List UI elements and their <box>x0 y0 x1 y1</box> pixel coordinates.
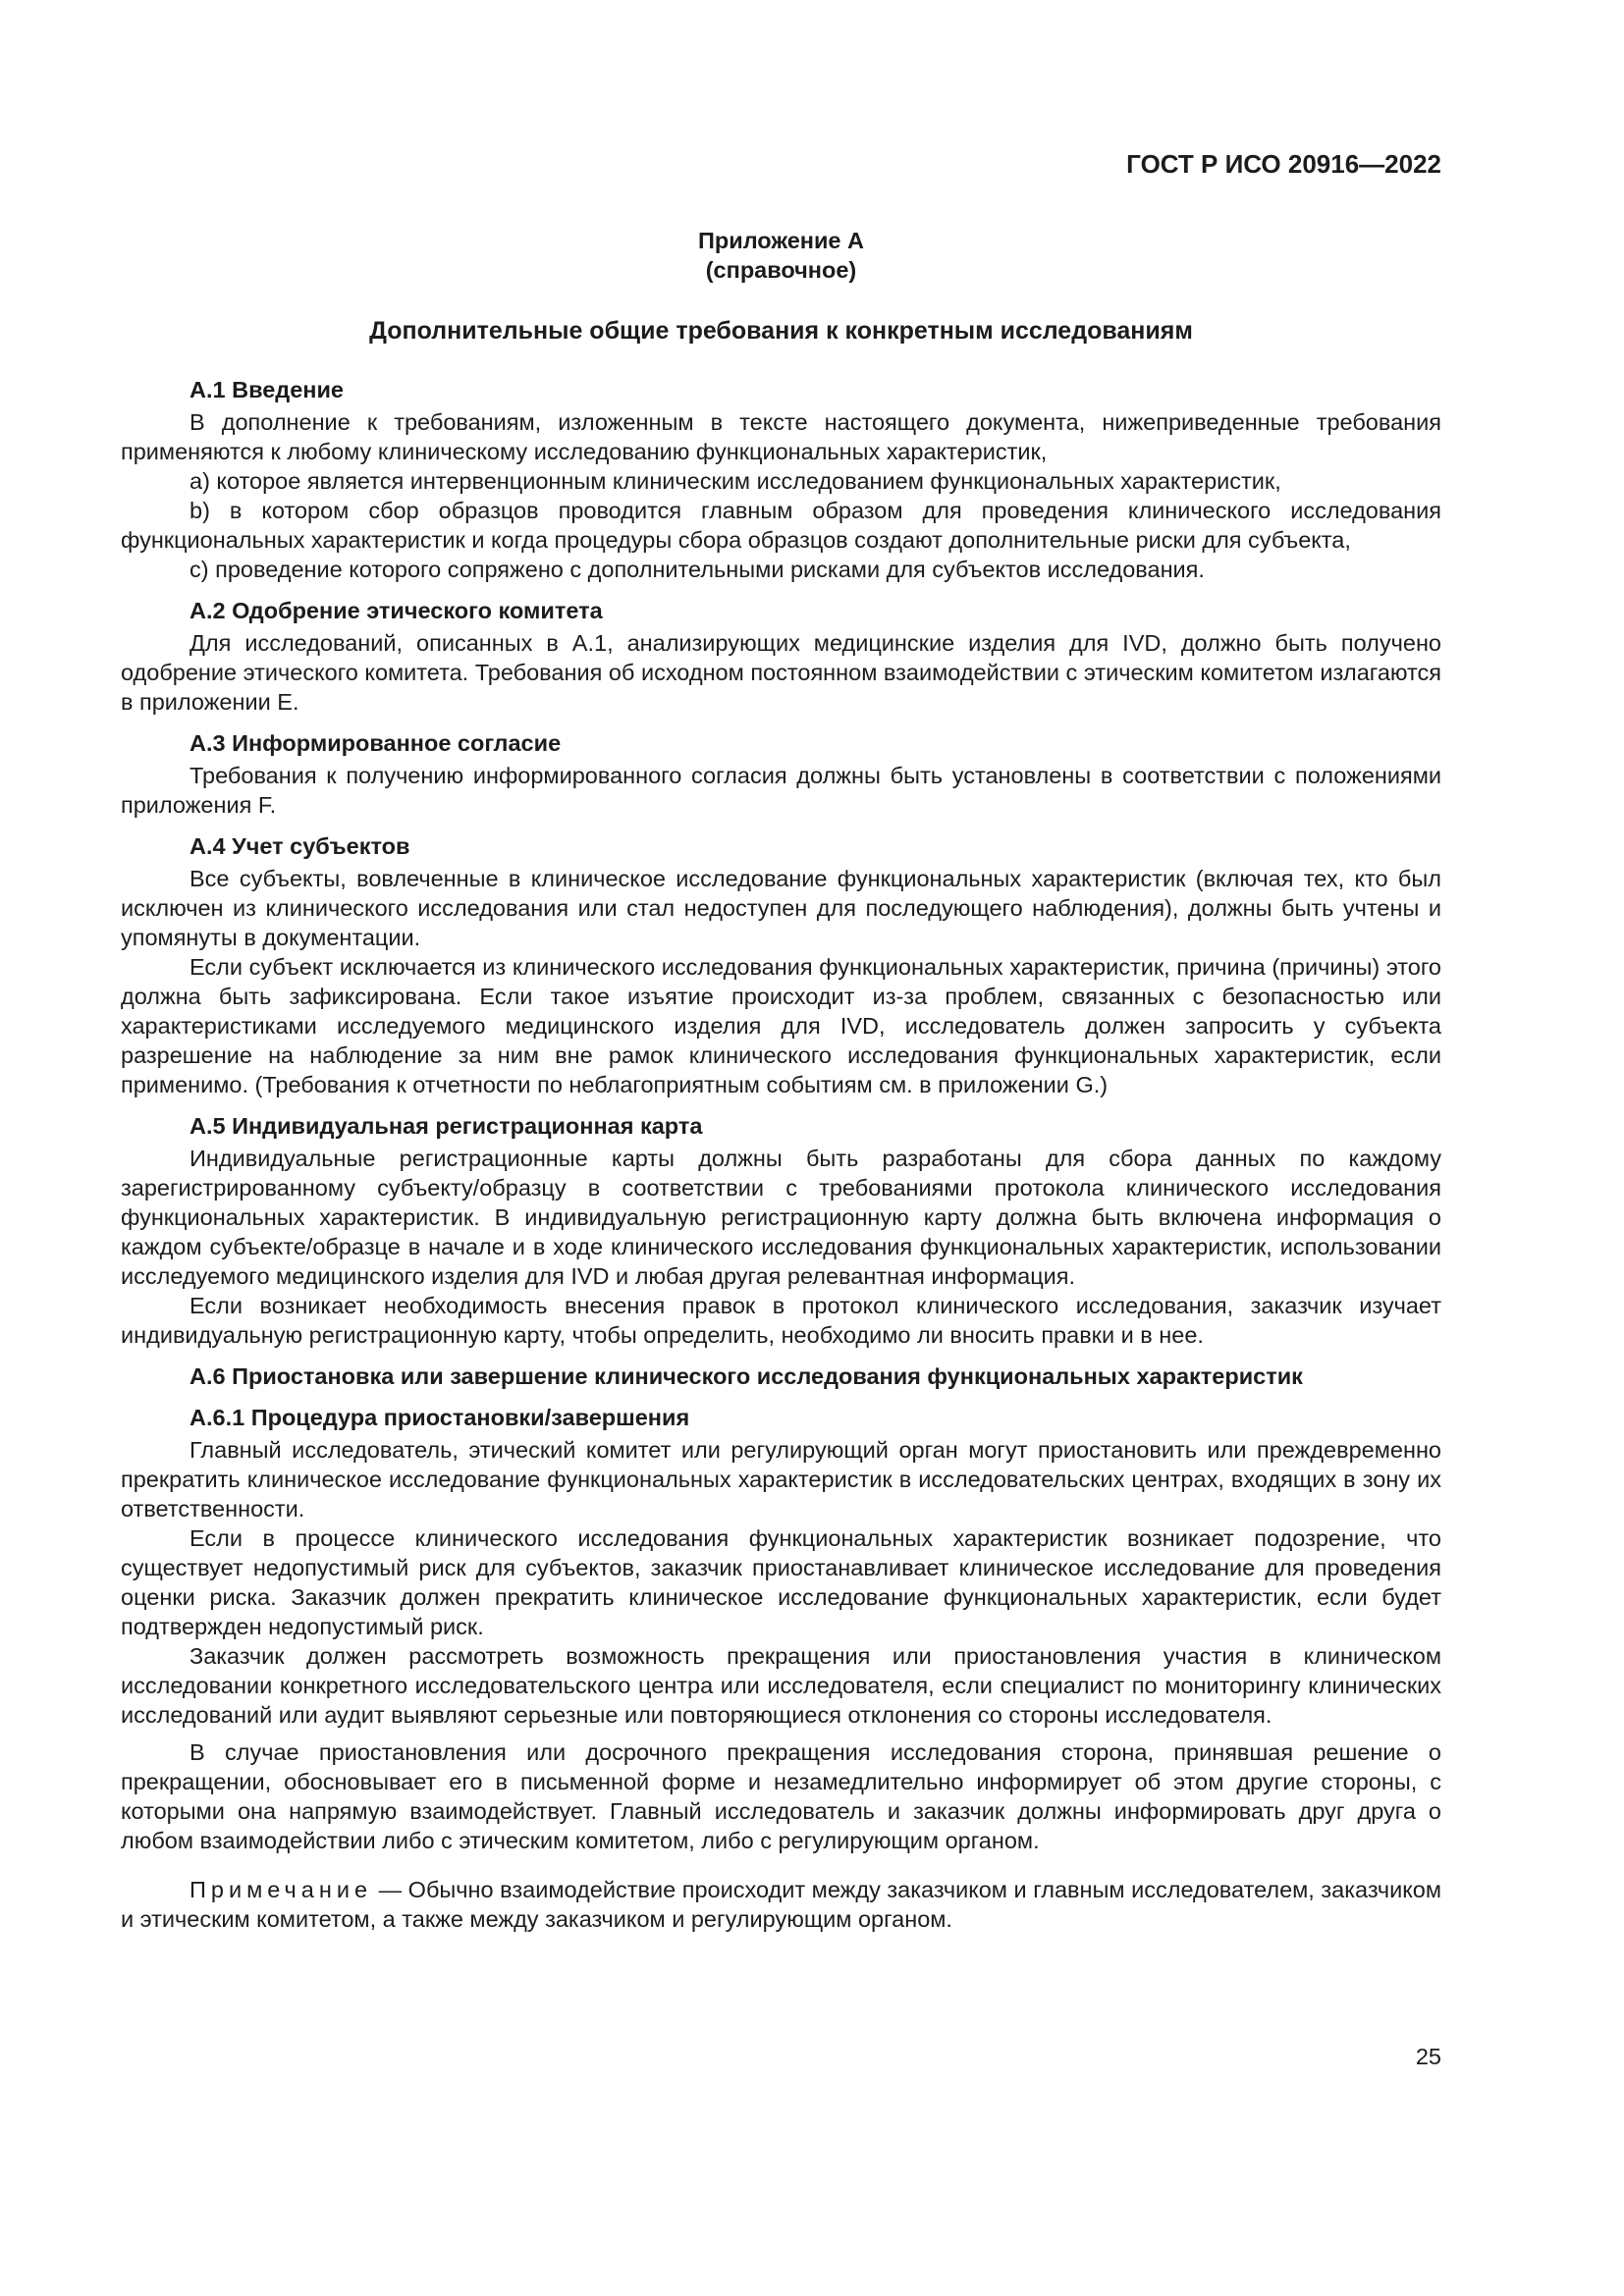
page-content <box>121 0 1441 1934</box>
main-title: Дополнительные общие требования к конкретным исследованиям <box>369 317 1193 345</box>
note-text: — Обычно взаимодействие происходит между заказчиком и главным исследователем, заказчиком и этическим комитетом, а также между заказчиком и регулирующим органом. <box>121 1877 1441 1932</box>
list-item: a) которое является интервенционным клиническим исследованием функциональных характеристик, <box>189 468 1281 494</box>
section-heading: А.1 Введение <box>189 377 344 402</box>
annex-title-block <box>121 226 1441 285</box>
section-heading: А.6 Приостановка или завершение клинического исследования функциональных характеристик <box>189 1363 1303 1389</box>
paragraph: Требования к получению информированного согласия должны быть установлены в соответствии с положениями приложения F. <box>121 763 1441 818</box>
section-heading: А.5 Индивидуальная регистрационная карта <box>189 1113 703 1139</box>
section-heading: А.2 Одобрение этического комитета <box>189 598 603 623</box>
paragraph: Заказчик должен рассмотреть возможность прекращения или приостановления участия в клиническом исследовании конкретного исследовательского центра или исследователя, если специалист по мониторингу клинических исследований или аудит выявляют серьезные или повторяющиеся отклонения со стороны исследователя. <box>121 1643 1441 1728</box>
paragraph: В дополнение к требованиям, изложенным в тексте настоящего документа, нижеприведенные требования применяются к любому клиническому исследованию функциональных характеристик, <box>121 409 1441 464</box>
paragraph: Если возникает необходимость внесения правок в протокол клинического исследования, заказчик изучает индивидуальную регистрационную карту, чтобы определить, необходимо ли вносить правки и в нее. <box>121 1293 1441 1348</box>
note <box>121 1875 1441 1934</box>
annex-title: Приложение А <box>698 228 864 253</box>
page-number: 25 <box>1415 2044 1441 2069</box>
note-label: Примечание <box>189 1877 373 1902</box>
paragraph: В случае приостановления или досрочного прекращения исследования сторона, принявшая решение о прекращении, обосновывает его в письменной форме и незамедлительно информирует об этом другие стороны, с которыми она напрямую взаимодействует. Главный исследователь и заказчик должны информировать друг друга о любом взаимодействии либо с этическим комитетом, либо с регулирующим органом. <box>121 1739 1441 1853</box>
section-heading: А.4 Учет субъектов <box>189 833 410 859</box>
annex-subtitle: (справочное) <box>705 257 857 283</box>
paragraph: Индивидуальные регистрационные карты должны быть разработаны для сбора данных по каждому зарегистрированному субъекту/образцу в соответствии с требованиями протокола клинического исследования функциональных характеристик. В индивидуальную регистрационную карту должна быть включена информация о каждом субъекте/образце в начале и в ходе клинического исследования функциональных характеристик, использовании исследуемого медицинского изделия для IVD и любая другая релевантная информация. <box>121 1146 1441 1289</box>
subsection-heading: А.6.1 Процедура приостановки/завершения <box>189 1405 690 1430</box>
section-heading: А.3 Информированное согласие <box>189 730 562 756</box>
paragraph: Если субъект исключается из клинического исследования функциональных характеристик, причина (причины) этого должна быть зафиксирована. Если такое изъятие происходит из-за проблем, связанных с безопасностью или характеристиками исследуемого медицинского изделия для IVD, исследователь должен запросить у субъекта разрешение на наблюдение за ним вне рамок клинического исследования функциональных характеристик, если применимо. (Требования к отчетности по неблагоприятным событиям см. в приложении G.) <box>121 954 1441 1097</box>
paragraph: Если в процессе клинического исследования функциональных характеристик возникает подозрение, что существует недопустимый риск для субъектов, заказчик приостанавливает клиническое исследование для проведения оценки риска. Заказчик должен прекратить клиническое исследование функциональных характеристик, если будет подтвержден недопустимый риск. <box>121 1525 1441 1639</box>
paragraph: Главный исследователь, этический комитет или регулирующий орган могут приостановить или преждевременно прекратить клиническое исследование функциональных характеристик в исследовательских центрах, входящих в зону их ответственности. <box>121 1437 1441 1522</box>
paragraph: Все субъекты, вовлеченные в клиническое исследование функциональных характеристик (включая тех, кто был исключен из клинического исследования или стал недоступен для последующего наблюдения), должны быть учтены и упомянуты в документации. <box>121 866 1441 950</box>
paragraph: Для исследований, описанных в А.1, анализирующих медицинские изделия для IVD, должно быть получено одобрение этического комитета. Требования об исходном постоянном взаимодействии с этическим комитетом излагаются в приложении Е. <box>121 630 1441 715</box>
list-item: b) в котором сбор образцов проводится главным образом для проведения клинического исследования функциональных характеристик и когда процедуры сбора образцов создают дополнительные риски для субъекта, <box>121 498 1441 553</box>
document-id: ГОСТ Р ИСО 20916—2022 <box>1126 149 1441 179</box>
list-item: c) проведение которого сопряжено с дополнительными рисками для субъектов исследования. <box>189 557 1205 582</box>
